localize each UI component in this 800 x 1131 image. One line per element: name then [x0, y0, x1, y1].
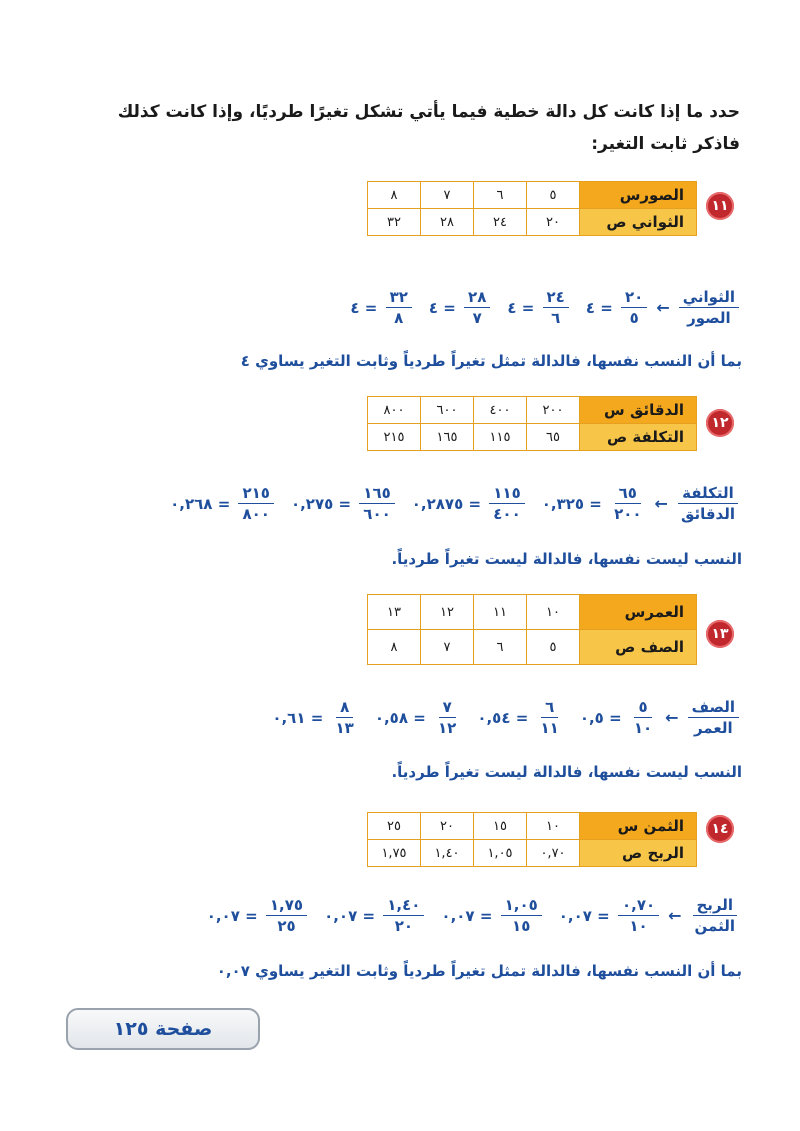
- ratio-term: $\frac{١,٧٥}{٢٥}$ = ٠,٠٧: [207, 895, 310, 936]
- denominator: ٨: [394, 309, 404, 327]
- ratio-term: $\frac{٢٤}{٦}$ = ٤: [507, 287, 571, 328]
- denominator: ٥: [629, 309, 639, 327]
- ratio-value: ٠,٠٧: [441, 906, 475, 925]
- ratio-term: $\frac{١١٥}{٤٠٠}$ = ٠,٢٨٧٥: [412, 483, 528, 524]
- table-cell: ٣٢: [368, 209, 421, 236]
- ratio-term: $\frac{٥}{١٠}$ = ٠,٥: [580, 697, 659, 738]
- numerator: ١٦٥: [359, 483, 394, 504]
- table-cell: ١٢: [421, 595, 474, 630]
- conclusion-text: النسب ليست نفسها، فالدالة ليست تغيراً طردياً.: [391, 763, 742, 781]
- ratio-term: $\frac{٢٠}{٥}$ = ٤: [586, 287, 650, 328]
- conclusion-text: بما أن النسب نفسها، فالدالة تمثل تغيراً طردياً وثابت التغير يساوي ٤: [240, 352, 742, 370]
- table-cell: ٨٠٠: [368, 397, 421, 424]
- ratio-term: $\frac{١,٠٥}{١٥}$ = ٠,٠٧: [441, 895, 544, 936]
- table-cell: ٧: [421, 630, 474, 665]
- numerator: ٨: [336, 697, 353, 718]
- ratio-denominator-label: الثمن: [694, 917, 735, 935]
- numerator: ٦: [541, 697, 558, 718]
- ratio-denominator-label: الدقائق: [680, 505, 735, 523]
- ratio-value: ٤: [428, 298, 439, 317]
- arrow-icon: ←: [668, 906, 682, 925]
- table-cell: ٢٠٠: [527, 397, 580, 424]
- table-cell: ٨: [368, 630, 421, 665]
- numerator: ٢٨: [464, 287, 490, 308]
- row-label: الصورس: [580, 182, 697, 209]
- denominator: ٤٠٠: [493, 505, 521, 523]
- table-cell: ٥: [527, 630, 580, 665]
- ratio-term: $\frac{١,٤٠}{٢٠}$ = ٠,٠٧: [324, 895, 427, 936]
- ratio-numerator-label: الصف: [688, 697, 739, 718]
- problem-number-badge: ١١: [706, 192, 734, 220]
- ratio-value: ٠,٥: [579, 708, 604, 727]
- ratio-equation: [193, 895, 742, 936]
- numerator: ٠,٧٠: [618, 895, 659, 916]
- table-cell: ٧: [421, 182, 474, 209]
- page-number-label: صفحة ١٢٥: [66, 1008, 260, 1050]
- ratio-equation: [258, 697, 742, 738]
- ratio-term: $\frac{٦}{١١}$ = ٠,٥٤: [477, 697, 566, 738]
- numerator: ٦٥: [615, 483, 641, 504]
- numerator: ١,٧٥: [266, 895, 307, 916]
- ratio-equation: [336, 287, 742, 328]
- table-cell: ١١٥: [474, 424, 527, 451]
- table-cell: ٦: [474, 182, 527, 209]
- denominator: ٢٠٠: [614, 505, 642, 523]
- ratio-value: ٠,٠٧: [206, 906, 240, 925]
- ratio-value: ٠,٥٤: [477, 708, 511, 727]
- denominator: ٧: [472, 309, 482, 327]
- conclusion-text: بما أن النسب نفسها، فالدالة تمثل تغيراً طردياً وثابت التغير يساوي ٠,٠٧: [216, 962, 742, 980]
- arrow-icon: ←: [656, 298, 670, 317]
- denominator: ١٢: [438, 719, 457, 737]
- ratio-value: ٠,٠٧: [324, 906, 358, 925]
- numerator: ١١٥: [489, 483, 524, 504]
- problem-number-badge: ١٢: [706, 409, 734, 437]
- denominator: ٢٠: [394, 917, 413, 935]
- numerator: ١,٠٥: [501, 895, 542, 916]
- table-cell: ١١: [474, 595, 527, 630]
- row-label: الثمن س: [580, 813, 697, 840]
- denominator: ١٠: [633, 719, 653, 737]
- table-cell: ٨: [368, 182, 421, 209]
- numerator: ٧: [439, 697, 456, 718]
- ratio-term: $\frac{١٦٥}{٦٠٠}$ = ٠,٢٧٥: [291, 483, 398, 524]
- table-cell: ٢٠: [421, 813, 474, 840]
- ratio-value: ٠,٢٦٨: [170, 494, 213, 513]
- ratio-term: $\frac{٧}{١٢}$ = ٠,٥٨: [375, 697, 464, 738]
- denominator: ٦: [551, 309, 561, 327]
- ratio-numerator-label: الربح: [693, 895, 738, 916]
- ratio-denominator-label: العمر: [693, 719, 733, 737]
- ratio-term: $\frac{٦٥}{٢٠٠}$ = ٠,٣٢٥: [542, 483, 649, 524]
- ratio-term: $\frac{٠,٧٠}{١٠}$ = ٠,٠٧: [559, 895, 662, 936]
- ratio-numerator-label: التكلفة: [678, 483, 738, 504]
- table-cell: ١٠: [527, 595, 580, 630]
- numerator: ٢٠: [621, 287, 647, 308]
- table-cell: ١,٤٠: [421, 840, 474, 867]
- ratio-value: ٤: [585, 298, 595, 317]
- ratio-value: ٠,٣٢٥: [541, 494, 585, 513]
- values-table: [367, 396, 697, 451]
- values-table: [367, 812, 697, 867]
- ratio-value: ٤: [350, 298, 360, 317]
- table-cell: ١٣: [368, 595, 421, 630]
- numerator: ٢١٥: [238, 483, 273, 504]
- row-label: الدقائق س: [580, 397, 697, 424]
- table-cell: ٢٠: [527, 209, 580, 236]
- ratio-value: ٠,٢٨٧٥: [411, 494, 464, 513]
- values-table: [367, 181, 697, 236]
- table-cell: ٢٨: [421, 209, 474, 236]
- ratio-term: $\frac{٢١٥}{٨٠٠}$ = ٠,٢٦٨: [170, 483, 277, 524]
- arrow-icon: ←: [665, 708, 679, 727]
- denominator: ١٣: [335, 719, 354, 737]
- row-label: الربح ص: [580, 840, 697, 867]
- table-cell: ٢٤: [474, 209, 527, 236]
- ratio-value: ٠,٠٧: [558, 906, 592, 925]
- denominator: ٨٠٠: [242, 505, 270, 523]
- table-cell: ٢٥: [368, 813, 421, 840]
- ratio-term: $\frac{٨}{١٣}$ = ٠,٦١: [272, 697, 361, 738]
- denominator: ١٠: [629, 917, 648, 935]
- numerator: ٥: [634, 697, 651, 718]
- row-label: الثواني ص: [580, 209, 697, 236]
- ratio-value: ٠,٥٨: [374, 708, 408, 727]
- table-cell: ٠,٧٠: [527, 840, 580, 867]
- table-cell: ١,٧٥: [368, 840, 421, 867]
- ratio-term: $\frac{٢٨}{٧}$ = ٤: [429, 287, 493, 328]
- numerator: ١,٤٠: [383, 895, 424, 916]
- intro-text: حدد ما إذا كانت كل دالة خطية فيما يأتي تشكل تغيرًا طرديًا، وإذا كانت كذلك فاذكر ثابت التغير:: [117, 102, 740, 154]
- denominator: ١١: [540, 719, 559, 737]
- arrow-icon: ←: [654, 494, 668, 513]
- ratio-value: ٠,٢٧٥: [290, 494, 334, 513]
- denominator: ٦٠٠: [363, 505, 391, 523]
- table-cell: ٦: [474, 630, 527, 665]
- table-cell: ٢١٥: [368, 424, 421, 451]
- table-cell: ١,٠٥: [474, 840, 527, 867]
- table-cell: ١٠: [527, 813, 580, 840]
- row-label: التكلفة ص: [580, 424, 697, 451]
- numerator: ٣٢: [386, 287, 412, 308]
- row-label: العمرس: [580, 595, 697, 630]
- numerator: ٢٤: [543, 287, 569, 308]
- denominator: ١٥: [512, 917, 531, 935]
- values-table: [367, 594, 697, 665]
- problem-number-badge: ١٤: [706, 815, 734, 843]
- ratio-numerator-label: الثواني: [679, 287, 739, 308]
- problem-number-badge: ١٣: [706, 620, 734, 648]
- table-cell: ٤٠٠: [474, 397, 527, 424]
- conclusion-text: النسب ليست نفسها، فالدالة ليست تغيراً طردياً.: [391, 550, 742, 568]
- ratio-denominator-label: الصور: [687, 309, 731, 327]
- table-cell: ٥: [527, 182, 580, 209]
- table-cell: ١٦٥: [421, 424, 474, 451]
- denominator: ٢٥: [277, 917, 296, 935]
- row-label: الصف ص: [580, 630, 697, 665]
- ratio-value: ٤: [507, 298, 517, 317]
- ratio-value: ٠,٦١: [272, 708, 306, 727]
- table-cell: ٦٥: [527, 424, 580, 451]
- table-cell: ١٥: [474, 813, 527, 840]
- table-cell: ٦٠٠: [421, 397, 474, 424]
- ratio-equation: [156, 483, 742, 524]
- ratio-term: $\frac{٣٢}{٨}$ = ٤: [350, 287, 414, 328]
